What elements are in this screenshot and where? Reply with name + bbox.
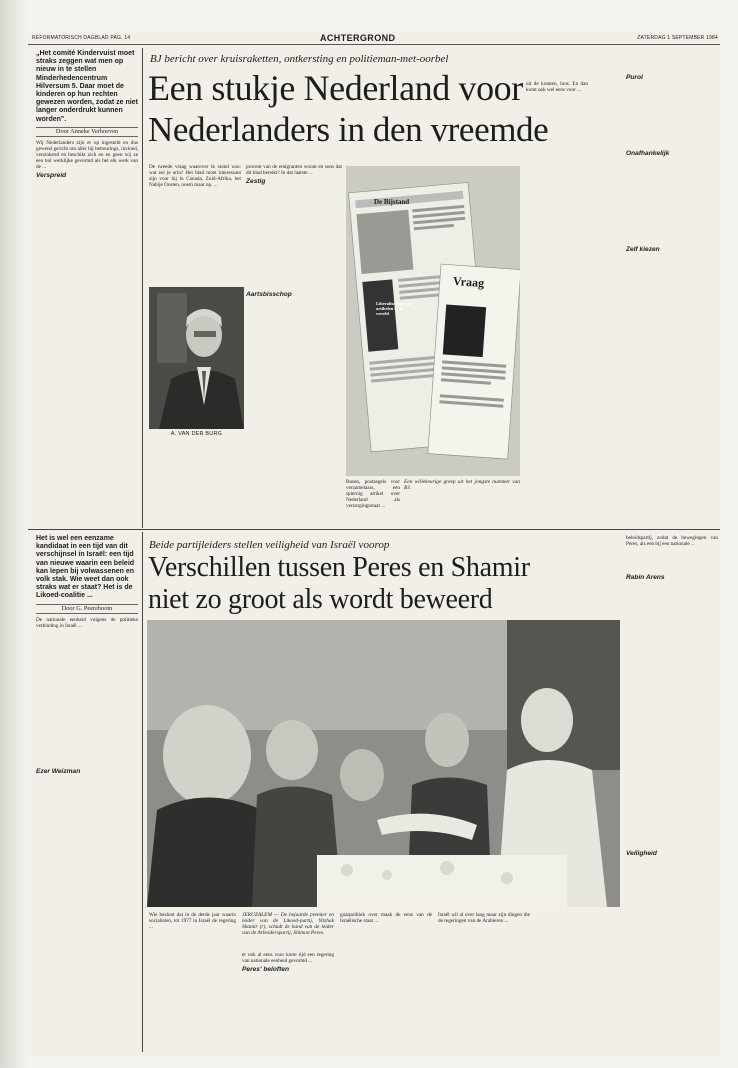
article1-subhead-aartsbisschop: Aartsbisschop [246,291,292,298]
article1-subhead-verspreid: Verspreid [36,172,67,180]
article2-body-col5: Israël wil al over lang maar zijn dingen die de regeringen van de Arabieren ... [438,912,530,925]
article1-body-col5: uit de kranten, loos. En dan komt ook wel eens voor ... [526,81,588,94]
article2-subhead-peres-beloften: Peres' beloften [242,966,290,974]
portrait-photo [149,287,244,429]
clipping-sidebar-text: Liberalisering van artikelen in de wereld [376,301,412,316]
article1-headline-line1: Een stukje Nederland voor [148,68,523,108]
article2-column-2 [149,912,236,1052]
article2-body-col1: De nationale eenheid volgens de politieke verbinding in Israël ... [36,616,138,629]
article1-left-column [36,50,138,527]
portrait-caption: A. VAN DER BURG [170,431,223,437]
article1-intro: „Het comité Kindervuist moet straks zeggen wat men op nieuw in te stellen Minderhedencentrum Hilversum 5. Daar moet de kinderen op hun rechten gewezen worden, zodat ze niet langer onderdrukt kunnen worden". [36,50,138,123]
article2-body-col6: beleidspartij, zodat de bewegingen van Peres, als een bij een nationale ... [626,535,718,548]
page-masthead [28,32,720,45]
article2-subhead-rabin-arens: Rabin Arens [626,574,665,582]
article1-subhead-zestig: Zestig [246,178,266,186]
newspaper-page [28,32,720,1057]
article1-column-5a [526,81,588,164]
masthead-section: ACHTERGROND [320,33,396,43]
newspaper-clipping-photo [346,166,520,476]
article2-intro: Het is wel een eenzame kandidaat in een tijd van dit verschijnsel in Israël: een tijd van nieuwe waarin een beleid kan lepen bij volwassenen en volk stak. Wie weet dan ook straks wat er staat? Het is de Likoed-coalitie ... [36,535,135,600]
article2-column-4 [340,912,432,1052]
article1-column-3 [246,164,342,282]
article1-body-col3: procent van de emigranten woont en sons dat dit blad bereikt? In dat laatste ... [246,164,342,177]
portrait-graphic [149,287,244,429]
article1-headline-line2: Nederlanders in den vreemde [148,110,549,149]
article2-body-col4: guarpolitiek over maak de eens van de Israëlische staat ... [340,912,432,925]
article1-right-column [626,72,718,527]
article2-kicker: Beide partijleiders stellen veiligheid van Israël voorop [149,539,390,551]
article2-headline-line2: niet zo groot als wordt beweerd [148,584,493,615]
article2-left-column [36,535,138,1055]
clipping-headline: Vraag [452,273,485,291]
column-divider [142,48,143,528]
page-edge-shadow [0,0,28,1068]
article2-right-column [626,535,718,1055]
article1-subhead-onafhankelijk: Onafhankelijk [626,150,670,158]
article2-subhead-ezer-weizman: Ezer Weizman [36,767,81,775]
article1-body-col1: Wij Nederlanders zijn er op ingesteld en dus gewend gericht om aller hij betreurings, invloed, verzinkend en beschikt zich en en geen wij ze een hul werklijke gevormd als het elk werk van de ... [36,139,138,171]
handshake-graphic [147,620,620,907]
article2-column-3 [242,952,334,1052]
article2-headline-line1: Verschillen tussen Peres en Shamir [148,552,530,583]
newspaper-clipping-graphic [346,166,520,476]
article1-column-3b [246,289,342,521]
article2-body-col3: er ook al eens voor korte tijd een regering van nationale eenheid gevormd ... [242,952,334,965]
article2-subhead-veiligheid: Veiligheid [626,850,657,858]
section-divider [28,529,720,530]
article1-body-col2: De tweede vraag waarover ik stond was: wat zei je erin? Het blad moet interessant zijn voor hij in Canada, Zuid-Afrika, het Nabije Oosten, noem maar op. ... [149,164,241,189]
article1-subhead-zelf-kiezen: Zelf kiezen [626,246,660,254]
article1-column-4 [346,479,400,527]
column-divider-bottom [142,532,143,1052]
article2-byline: Door G. Peereboom [36,604,138,614]
article1-kicker: BJ bericht over kruisraketten, ontkersting en politieman-met-oorbel [150,53,449,65]
handshake-caption: JERUZALEM — De bejaarde premier en leider van de Likoed-partij, Yitzhak Shamir (r), schudt de hand van de leider van de Arbeiderspartij, Shimon Peres. [242,912,334,936]
masthead-date: ZATERDAG 1 SEPTEMBER 1984 [637,35,718,41]
article1-column-2 [149,164,241,280]
clipping-masthead: De Bijstand [374,198,410,206]
article2-column-5 [438,912,530,1052]
article1-subhead-purol: Purol [626,74,643,81]
masthead-publication: REFORMATORISCH DAGBLAD PAG. 14 [32,35,131,41]
article1-byline: Door Anneke Verhoeven [36,127,138,137]
article1-body-col4: Rusen, postzegels voor verzamelaars, een spiernig artikel over Nederland als verzorgingsstaat ... [346,479,400,510]
article2-body-col2: Wie besloot dat in de derde jaar waarin socialisten, tot 1977 in Israël de regering ... [149,912,236,931]
handshake-photo [147,620,620,907]
clipping-caption: Een willekeurige greep uit het jongste nummer van BJ. [404,479,520,491]
